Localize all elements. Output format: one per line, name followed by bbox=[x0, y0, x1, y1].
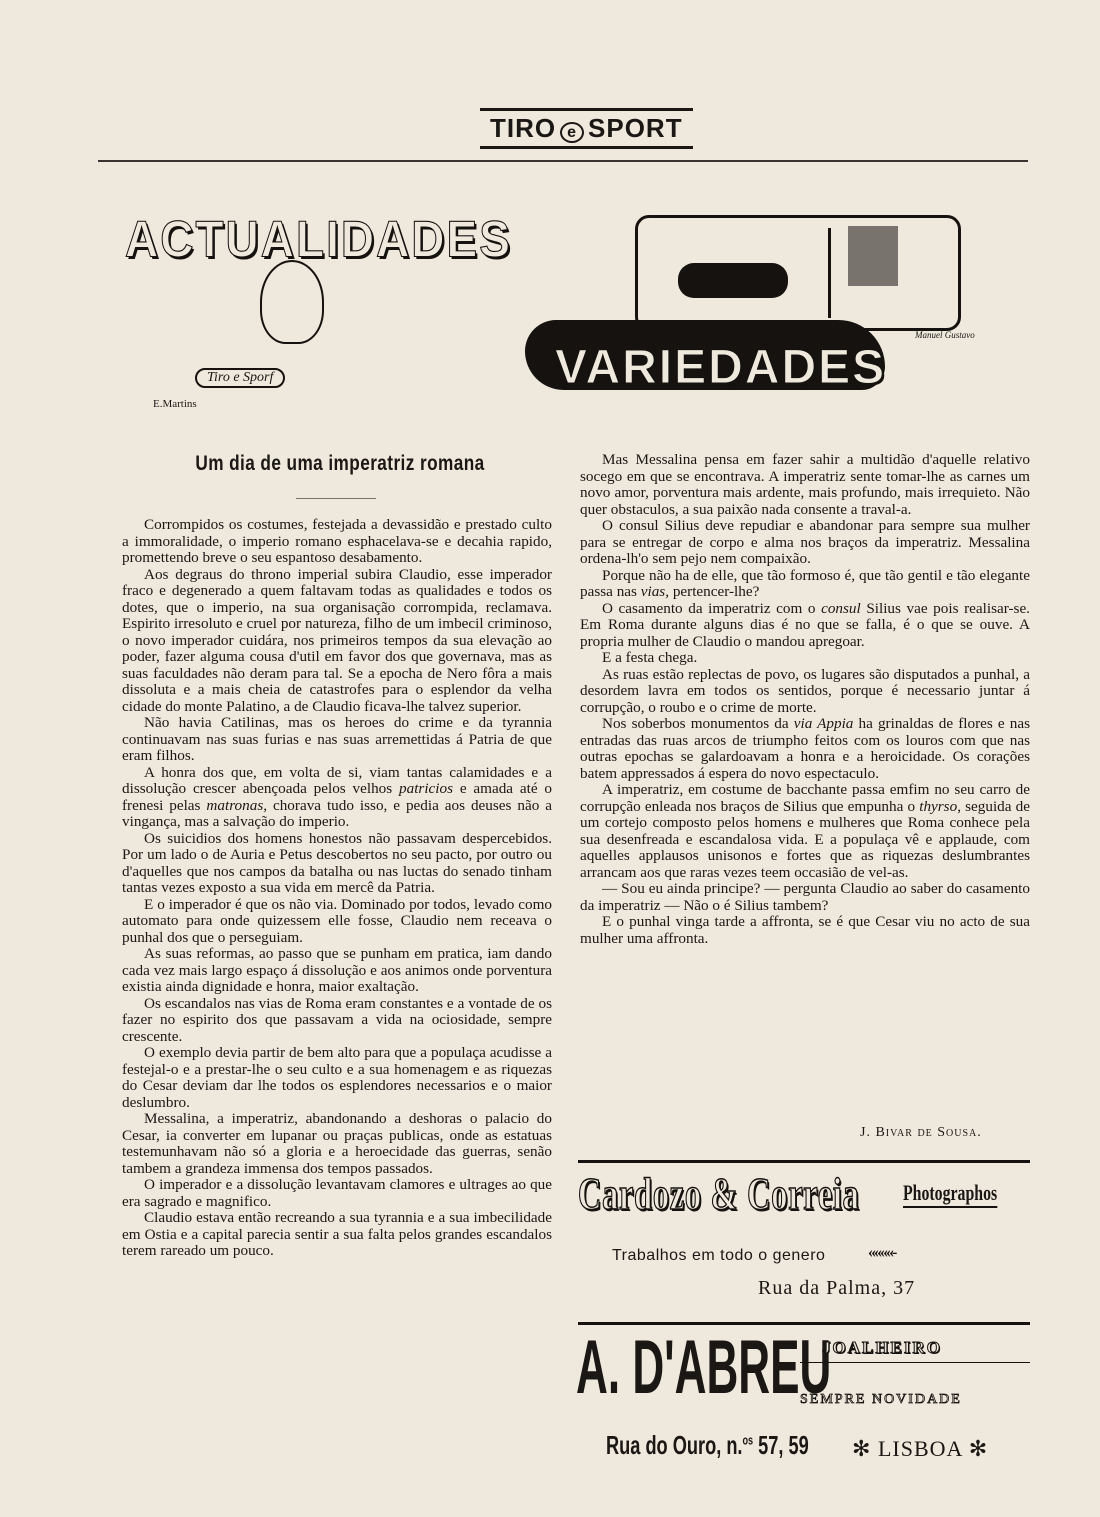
ad-abreu-numbers: 57, 59 bbox=[753, 1430, 809, 1460]
article-paragraph bbox=[580, 782, 1030, 881]
article-paragraph bbox=[580, 452, 1030, 518]
banner-artist-signature: E.Martins bbox=[153, 398, 197, 410]
paragraph-text: Messalina, a imperatriz, abandonando a deshoras o palacio do Cesar, ia converter em lupanar ou praças publicas, onde as estatuas testemunhavam não só a gloria e a heroecidade das guerras, senão tambem a grandeza immensa dos tempos passados. bbox=[122, 1110, 552, 1177]
article-paragraph bbox=[580, 881, 1030, 914]
italic-text: patricios bbox=[399, 780, 454, 797]
paragraph-text: Silius vae pois realisar-se. Em Roma durante alguns dias é no que se falla, é o que se ouve. A propria mulher de Claudio o mandou apregoar. bbox=[580, 599, 1030, 650]
paragraph-text: A imperatriz, em costume de bacchante passa emfim no seu carro de corrupção enleada nos braços de Silius que empunha o bbox=[580, 781, 1030, 815]
article-paragraph bbox=[122, 715, 552, 765]
banner-title-actualidades: ACTUALIDADES bbox=[125, 210, 512, 268]
article-paragraph bbox=[580, 667, 1030, 717]
ad-abreu-trade: JOALHEIRO bbox=[822, 1338, 943, 1357]
italic-text: matronas, bbox=[206, 796, 268, 814]
italic-text: thyrso, bbox=[919, 797, 961, 815]
section-banner-illustration bbox=[125, 200, 1025, 420]
ad-abreu-sup: os bbox=[742, 1432, 754, 1448]
paragraph-text: Claudio estava então recreando a sua tyrannia e a sua imbecilidade em Ostia e a capital parecia sentir a sua falta pelos grandes escandalos terem rareado um pouco. bbox=[122, 1209, 552, 1259]
paragraph-text: O exemplo devia partir de bem alto para que a populaça acudisse a festejal-o e a prestar-lhe o seu culto e a sua homenagem e as riquezas do Cesar deviam dar lhe todos os esplendores necessarios e o maior deslumbro. bbox=[122, 1044, 552, 1111]
paragraph-text: — Sou eu ainda principe? — pergunta Claudio ao saber do casamento da imperatriz — Não o é Silius tambem? bbox=[580, 880, 1030, 914]
article-title: Um dia de uma imperatriz romana bbox=[195, 452, 485, 475]
title-rule bbox=[296, 498, 376, 499]
star-ornament-icon: ✻ bbox=[968, 1436, 989, 1461]
ad-abreu-address bbox=[606, 1430, 809, 1461]
article-paragraph bbox=[580, 716, 1030, 782]
article-paragraph bbox=[122, 517, 552, 567]
ad-arrow-ornament: ««««- bbox=[868, 1244, 896, 1261]
italic-text: via Appia bbox=[793, 715, 854, 732]
ad-cardozo-trade: Photographos bbox=[903, 1180, 997, 1208]
masthead-logo bbox=[480, 100, 683, 152]
ad-abreu-street: Rua do Ouro, n. bbox=[606, 1430, 743, 1460]
paragraph-text: e amada até o frenesi pelas bbox=[122, 780, 552, 814]
banner-artist-signature-2: Manuel Gustavo bbox=[915, 330, 975, 340]
article-paragraph bbox=[580, 568, 1030, 601]
article-column-left bbox=[122, 517, 552, 1260]
paragraph-text: ha grinaldas de flores e nas entradas das ruas arcos de triumpho feitos com os louros com que nas outras epochas se galardoavam a honra e a heroicidade. Os corações batem appressados á espera do novo espectaculo. bbox=[580, 715, 1030, 782]
paragraph-text: Porque não ha de elle, que tão formoso é, que tão gentil e tão elegante passa nas bbox=[580, 566, 1030, 600]
paragraph-text: E o imperador é que os não via. Dominado por todos, levado como automato para onde quizessem elle fosse, Claudio nem receava o punhal dos que o perseguiam. bbox=[122, 895, 552, 946]
article-paragraph bbox=[122, 1210, 552, 1260]
ad-abreu-name: A. D'ABREU bbox=[576, 1325, 832, 1410]
top-rule bbox=[98, 160, 1028, 162]
article-paragraph bbox=[580, 601, 1030, 651]
ad-abreu-rule bbox=[800, 1362, 1030, 1363]
article-paragraph bbox=[122, 897, 552, 947]
masthead-conj: e bbox=[560, 122, 584, 143]
paragraph-text: As ruas estão replectas de povo, os lugares são disputados a punhal, a desordem lavra em todos os sentidos, porque é necessario juntar á corrupção, o roubo e o crime de morte. bbox=[580, 665, 1030, 716]
masthead-tiro: TIRO bbox=[490, 113, 557, 143]
ad-cardozo-work: Trabalhos em todo o genero bbox=[612, 1247, 826, 1264]
article-paragraph bbox=[580, 518, 1030, 568]
italic-text: vias, bbox=[640, 583, 670, 600]
article-byline: J. Bivar de Sousa. bbox=[860, 1125, 982, 1140]
paragraph-text: E a festa chega. bbox=[602, 649, 698, 666]
paragraph-text: Não havia Catilinas, mas os heroes do crime e da tyrannia continuavam nas suas furias e nas suas arremettidas á Patria de que eram filhos. bbox=[122, 714, 552, 764]
article-paragraph bbox=[580, 914, 1030, 947]
article-paragraph bbox=[122, 1111, 552, 1177]
article-paragraph bbox=[122, 831, 552, 897]
ad-abreu-slogan: SEMPRE NOVIDADE bbox=[800, 1392, 962, 1407]
banner-title-variedades: VARIEDADES bbox=[555, 341, 887, 394]
paragraph-text: Nos soberbos monumentos da bbox=[602, 715, 794, 732]
paragraph-text: pertencer-lhe? bbox=[669, 583, 760, 600]
paragraph-text: Os suicidios dos homens honestos não passavam despercebidos. Por um lado o de Auria e Petus descobertos no seu pacto, por outro ou d'aquelles que nos campos da batalha ou nas luctas do senado tinham tantas vezes exposto a sua vida em mercê da Patria. bbox=[122, 829, 552, 896]
masthead-sport: SPORT bbox=[588, 113, 683, 143]
ad-divider bbox=[578, 1160, 1030, 1163]
paragraph-text: O consul Silius deve repudiar e abandonar para sempre sua mulher para se entregar de corpo e alma nos braços da imperatriz. Messalina ordena-lh'o sem pejo nem compaixão. bbox=[580, 517, 1030, 567]
banner-woman-face bbox=[260, 260, 324, 344]
ad-abreu-city-name: LISBOA bbox=[877, 1436, 963, 1461]
paragraph-text: As suas reformas, ao passo que se punham em pratica, iam dando cada vez mais largo espaço á dissolução e aos animos onde porventura existia ainda dignidade e honra, maior exaltação. bbox=[122, 945, 552, 995]
paragraph-text: A honra dos que, em volta de si, viam tantas calamidades e a dissolução crescer abençoada pelos velhos bbox=[122, 763, 552, 797]
paragraph-text: E o punhal vinga tarde a affronta, se é que Cesar viu no acto de sua mulher uma affronta. bbox=[580, 913, 1030, 947]
article-paragraph bbox=[122, 996, 552, 1046]
paragraph-text: Os escandalos nas vias de Roma eram constantes e a vontade de os fazer no espirito dos que passavam a vida na ociosidade, sempre crescente. bbox=[122, 994, 552, 1045]
banner-window-frame bbox=[635, 215, 961, 331]
star-ornament-icon: ✻ bbox=[852, 1436, 872, 1461]
ad-cardozo-address: Rua da Palma, 37 bbox=[758, 1277, 916, 1299]
article-column-right bbox=[580, 452, 1030, 947]
article-paragraph bbox=[122, 946, 552, 996]
ad-cardozo-name: Cardozo & Correia bbox=[578, 1169, 860, 1219]
paragraph-text: Mas Messalina pensa em fazer sahir a multidão d'aquelle relativo socego em que se encontrava. A imperatriz sente tomar-lhe as carnes um novo amor, porventura mais ardente, mais profundo, mais irrequieto. Não quer obstaculos, a sua paixão nada consente a traval-a. bbox=[580, 451, 1030, 518]
article-paragraph bbox=[122, 765, 552, 831]
article-paragraph bbox=[122, 1045, 552, 1111]
paragraph-text: seguida de um cortejo composto pelos homens e mulheres que Roma conhece pela sua desenfreada e escandalosa vida. E a populaça vê e applaude, com aquelles applausos unisonos e fortes que as riquezas deslumbrantes arrancam aos que raras vezes teem occasião de vel-as. bbox=[580, 797, 1030, 881]
paragraph-text: chorava tudo isso, e pedia aos deuses não a vingança, mas a salvação do imperio. bbox=[122, 796, 552, 830]
ad-abreu-city bbox=[852, 1436, 988, 1462]
article-paragraph bbox=[580, 650, 1030, 667]
paragraph-text: Aos degraus do throno imperial subira Claudio, esse imperador fraco e degenerado a quem faltavam todas as qualidades e todos os dotes, que o imperio, na sua organisação corrompida, reclamava. Espirito irresoluto e cruel por natureza, filho de um imbecil criminoso, o novo imperador cuidára, nos primeiros tempos da sua elevação ao poder, fazer alguma cousa d'util em favor dos que governava, mas as suas faculdades não deram para tal. Se a epocha de Nero fôra a mais dissoluta e a mais cheia de catastrofes para o esplendor da velha cidade do monte Palatino, a de Claudio ficava-lhe talvez superior. bbox=[122, 565, 552, 715]
article-paragraph bbox=[122, 1177, 552, 1210]
italic-text: consul bbox=[821, 599, 861, 617]
banner-inner-logo: Tiro e Sporf bbox=[195, 368, 285, 388]
paragraph-text: O casamento da imperatriz com o bbox=[602, 599, 822, 617]
paragraph-text: O imperador e a dissolução levantavam clamores e ultrages ao que era sagrado e magnifico. bbox=[122, 1176, 552, 1210]
paragraph-text: Corrompidos os costumes, festejada a devassidão e prestado culto a immoralidade, o imperio romano esphacelava-se e decahia rapido, promettendo breve o seu espantoso desabamento. bbox=[122, 516, 552, 566]
article-paragraph bbox=[122, 567, 552, 716]
